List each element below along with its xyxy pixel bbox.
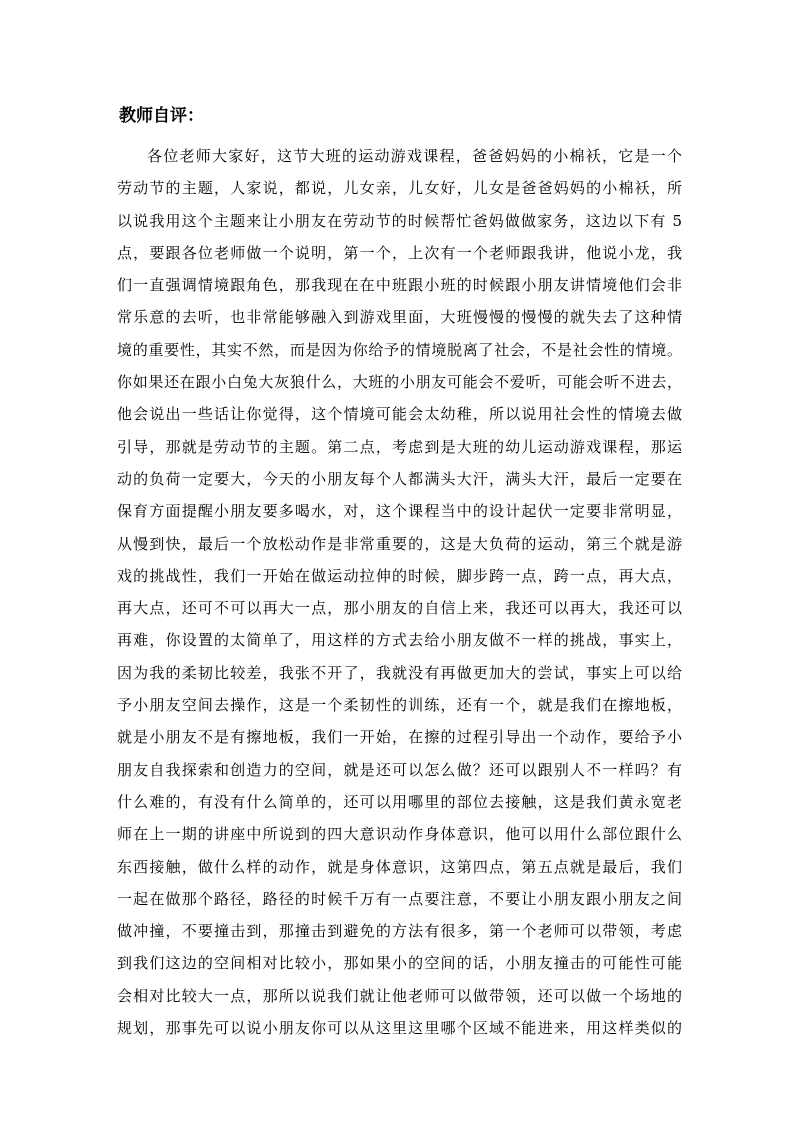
text-line: 从慢到快，最后一个放松动作是非常重要的，这是大负荷的运动，第三个就是游 <box>117 534 682 553</box>
text-line: 就是小朋友不是有擦地板，我们一开始，在擦的过程引导出一个动作，要给予小 <box>117 728 682 747</box>
text-line: 规划，那事先可以说小朋友你可以从这里这里哪个区域不能进来，用这样类似的 <box>117 1019 682 1038</box>
text-line: 做冲撞，不要撞击到，那撞击到避免的方法有很多，第一个老师可以带领，考虑 <box>117 922 682 941</box>
text-line: 保育方面提醒小朋友要多喝水，对，这个课程当中的设计起伏一定要非常明显， <box>117 502 682 521</box>
text-line: 以说我用这个主题来让小朋友在劳动节的时候帮忙爸妈做做家务，这边以下有 5 <box>117 211 682 230</box>
text-line: 师在上一期的讲座中所说到的四大意识动作身体意识，他可以用什么部位跟什么 <box>117 825 682 844</box>
text-line: 再难，你设置的太简单了，用这样的方式去给小朋友做不一样的挑战，事实上， <box>117 631 682 650</box>
text-line: 常乐意的去听，也非常能够融入到游戏里面，大班慢慢的慢慢的就失去了这种情 <box>117 308 682 327</box>
text-line: 予小朋友空间去操作，这是一个柔韧性的训练，还有一个，就是我们在擦地板， <box>117 696 682 715</box>
body-paragraph <box>117 140 682 1044</box>
text-line: 引导，那就是劳动节的主题。第二点，考虑到是大班的幼儿运动游戏课程，那运 <box>117 437 682 456</box>
text-line: 他会说出一些话让你觉得，这个情境可能会太幼稚，所以说用社会性的情境去做 <box>117 405 682 424</box>
text-line: 会相对比较大一点，那所以说我们就让他老师可以做带领，还可以做一个场地的 <box>117 986 682 1005</box>
text-line: 再大点，还可不可以再大一点，那小朋友的自信上来，我还可以再大，我还可以 <box>117 599 682 618</box>
text-line: 你如果还在跟小白兔大灰狼什么，大班的小朋友可能会不爱听，可能会听不进去， <box>117 373 682 392</box>
section-heading: 教师自评： <box>119 106 204 126</box>
text-line: 各位老师大家好，这节大班的运动游戏课程，爸爸妈妈的小棉袄，它是一个 <box>147 147 682 165</box>
text-line: 因为我的柔韧比较差，我张不开了，我就没有再做更加大的尝试，事实上可以给 <box>117 663 682 682</box>
text-line: 劳动节的主题，人家说，都说，儿女亲，儿女好，儿女是爸爸妈妈的小棉袄，所 <box>117 179 682 198</box>
text-line: 点，要跟各位老师做一个说明，第一个，上次有一个老师跟我讲，他说小龙，我 <box>117 243 682 262</box>
text-line: 朋友自我探索和创造力的空间，就是还可以怎么做？还可以跟别人不一样吗？有 <box>117 760 682 779</box>
text-line: 们一直强调情境跟角色，那我现在在中班跟小班的时候跟小朋友讲情境他们会非 <box>117 276 682 295</box>
text-line: 东西接触，做什么样的动作，就是身体意识，这第四点，第五点就是最后，我们 <box>117 857 682 876</box>
text-line: 到我们这边的空间相对比较小，那如果小的空间的话，小朋友撞击的可能性可能 <box>117 954 682 973</box>
text-line: 一起在做那个路径，路径的时候千万有一点要注意，不要让小朋友跟小朋友之间 <box>117 889 682 908</box>
text-line: 戏的挑战性，我们一开始在做运动拉伸的时候，脚步跨一点，跨一点，再大点， <box>117 566 682 585</box>
text-line: 什么难的，有没有什么简单的，还可以用哪里的部位去接触，这是我们黄永宽老 <box>117 792 682 811</box>
text-line: 境的重要性，其实不然，而是因为你给予的情境脱离了社会，不是社会性的情境。 <box>117 340 682 359</box>
text-line: 动的负荷一定要大，今天的小朋友每个人都满头大汗，满头大汗，最后一定要在 <box>117 469 682 488</box>
